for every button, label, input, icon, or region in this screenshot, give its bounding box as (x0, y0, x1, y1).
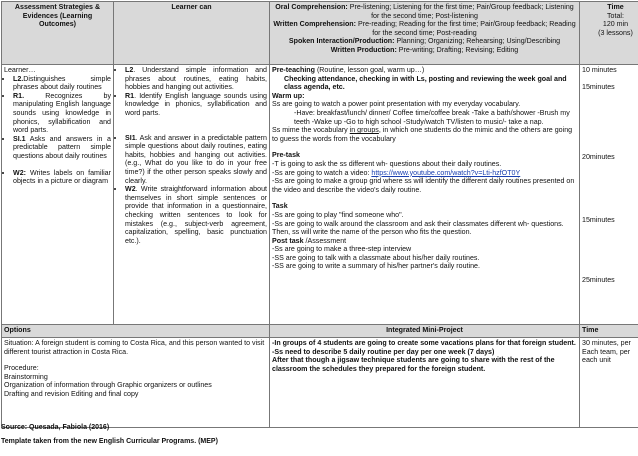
mp-time-3: each unit (582, 356, 611, 365)
learner-intro: Learner… (4, 66, 36, 74)
task-2: -Ss are going to walk around the classroom and ask their classmates different wh- questions. Then, ss will write the name of the person who fits the question. (272, 219, 564, 237)
posttask-1: -Ss are going to make a three-step interview (272, 245, 412, 254)
posttask-3: -SS are going to write a summary of his/her partner's daily routine. (272, 262, 480, 271)
procedure-organization: Organization of information through Graphic organizers or outlines (4, 381, 212, 390)
header-row (2, 2, 638, 65)
situation-text: Situation: A foreign student is coming to Costa Rica, and this person wanted to visit different tourist attraction in Costa Rica. (4, 339, 265, 356)
can-l2: • L2. Understand simple information and phrases about routines, eating habits, hobbies and hanging out activities. (125, 66, 267, 92)
pretask-label: Pre-task (272, 151, 300, 160)
lesson-plan-table (1, 1, 638, 428)
outcome-l2: • L2.Distinguishes simple phrases about daily routines (13, 75, 111, 92)
time-warmup: 10 minutes (582, 66, 617, 74)
written-label: Written Comprehension: (273, 20, 356, 29)
pretask-2: -Ss are going to watch a video: https://www.youtube.com/watch?v=Lti-hzfOT0Y (272, 168, 521, 177)
written-production-text: Pre-writing; Drafting; Revising; Editing (398, 45, 519, 54)
time-task: 15minutes (582, 216, 615, 224)
procedure-brainstorming: Brainstorming (4, 372, 48, 381)
preteaching-line: Pre-teaching (Routine, lesson goal, warm up…) (272, 66, 425, 74)
warmup-1: Ss are going to watch a power point presentation with my everyday vocabulary. (272, 100, 521, 109)
task-1: -Ss are going to play "find someone who". (272, 210, 404, 219)
template-note: Template taken from the new English Curricular Programs. (MEP) (1, 438, 218, 445)
warmup-vocabulary: -Have: breakfast/lunch/ dinner/ Coffee time/coffee break -Take a bath/shower -Brush my teeth -Wake up -Go to high school -Study/watch TV/listen to music/- take a nap. (294, 108, 570, 126)
can-si1: • SI1. Ask and answer in a predictable pattern simple questions about daily routines, eating habits, hobbies and hanging out activities. (e.g., What do you like to do in your free time?) if the other person speaks slowly and clearly. (125, 134, 267, 186)
warmup-label: Warm up: (272, 91, 305, 100)
pretask-3: -Ss are going to make a group grid where ss will identify the different daily routines presented on the video and describe the video's daily routine. (272, 177, 575, 194)
mini-project-row (2, 338, 638, 428)
oral-label: Oral Comprehension: (275, 3, 348, 11)
mp-time-1: 30 minutes, per (582, 339, 631, 347)
learner-can-header: Learner can (114, 2, 270, 65)
can-r1: • R1. Identify English language sounds using knowledge in phonics, syllabification and word parts. (125, 92, 267, 118)
activities-cell (270, 65, 580, 325)
time-minutes: 120 min (602, 20, 629, 29)
mp-time-2: Each team, per (582, 347, 631, 356)
options-row (2, 325, 638, 338)
times-cell (580, 65, 638, 325)
skills-header (270, 2, 580, 65)
pretask-1: -T is going to ask the ss different wh- questions about their daily routines. (272, 159, 502, 168)
time-lessons: (3 lessons) (598, 28, 633, 37)
options-header: Options (2, 325, 270, 338)
task-label: Task (272, 202, 288, 211)
time-header-2: Time (580, 325, 638, 338)
mini-project-1: -In groups of 4 students are going to create some vacations plans for that foreign student. (272, 339, 576, 347)
time-vocab: 15minutes (582, 83, 615, 91)
situation-cell (2, 338, 270, 428)
time-post: 25minutes (582, 276, 615, 284)
mini-project-2: -Ss need to describe 5 daily routine per day per one week (7 days) (272, 347, 495, 356)
content-row (2, 65, 638, 325)
posttask-label: Post task /Assessment (272, 236, 347, 245)
assessment-cell (2, 65, 114, 325)
written-production-label: Written Production: (330, 45, 397, 54)
checking-attendance: Checking attendance, checking in with Ls, posting and reviewing the week goal and class agenda, etc. (284, 74, 567, 92)
source-note: Source: Quesada, Fabiola (2016) (1, 424, 110, 431)
oral-text: Pre-listening; Listening for the first time; Pair/Group feedback; Listening for the second time; Post-listening (349, 3, 574, 20)
spoken-label: Spoken Interaction/Production: (288, 37, 395, 46)
procedure-label: Procedure: (4, 364, 39, 373)
mini-project-3: After that though a jigsaw technique students are going to share with the rest of the classroom the schedules they prepared for the foreign student. (272, 356, 555, 373)
can-w2: • W2. Write straightforward information about themselves in short simple sentences or provide that information in a questionnaire, checking written sentences to look for mistakes (e.g., subject-verb agreement, capitalization, spelling, basic punctuation etc.). (125, 185, 267, 245)
outcome-si1: • SI.1 Asks and answers in a predictable pattern simple questions about daily routines (13, 135, 111, 161)
time-title: Time (607, 3, 624, 11)
mini-project-cell (270, 338, 580, 428)
mini-project-time-cell (580, 338, 638, 428)
assessment-header: Assessment Strategies & Evidences (Learning Outcomes) (2, 2, 114, 65)
written-text: Pre-reading; Reading for the first time; Pair/Group feedback; Reading for the second time; Post-reading (357, 20, 576, 37)
time-pretask: 20minutes (582, 153, 615, 161)
spoken-text: Planning; Organizing; Rehearsing; Using/Describing (396, 37, 561, 46)
posttask-2: -SS are going to talk with a classmate about his/her daily routines. (272, 253, 480, 262)
video-link[interactable]: https://www.youtube.com/watch?v=Lti-hzfOT0Y (371, 168, 521, 177)
outcome-r1: • R1. Recognizes by manipulating English language sounds using knowledge in phonics, syllabification and word parts. (13, 92, 111, 135)
procedure-drafting: Drafting and revision Editing and final copy (4, 389, 139, 398)
outcome-w2: • W2: Writes labels on familiar objects in a picture or diagram (13, 169, 111, 186)
time-header (580, 2, 638, 65)
warmup-mime: Ss mime the vocabulary in groups, in which one students do the mimic and the others are going to guess the words from the vocabulary (272, 126, 573, 143)
learner-can-cell (114, 65, 270, 325)
time-total: Total: (607, 11, 624, 20)
mini-project-header: Integrated Mini-Project (270, 325, 580, 338)
